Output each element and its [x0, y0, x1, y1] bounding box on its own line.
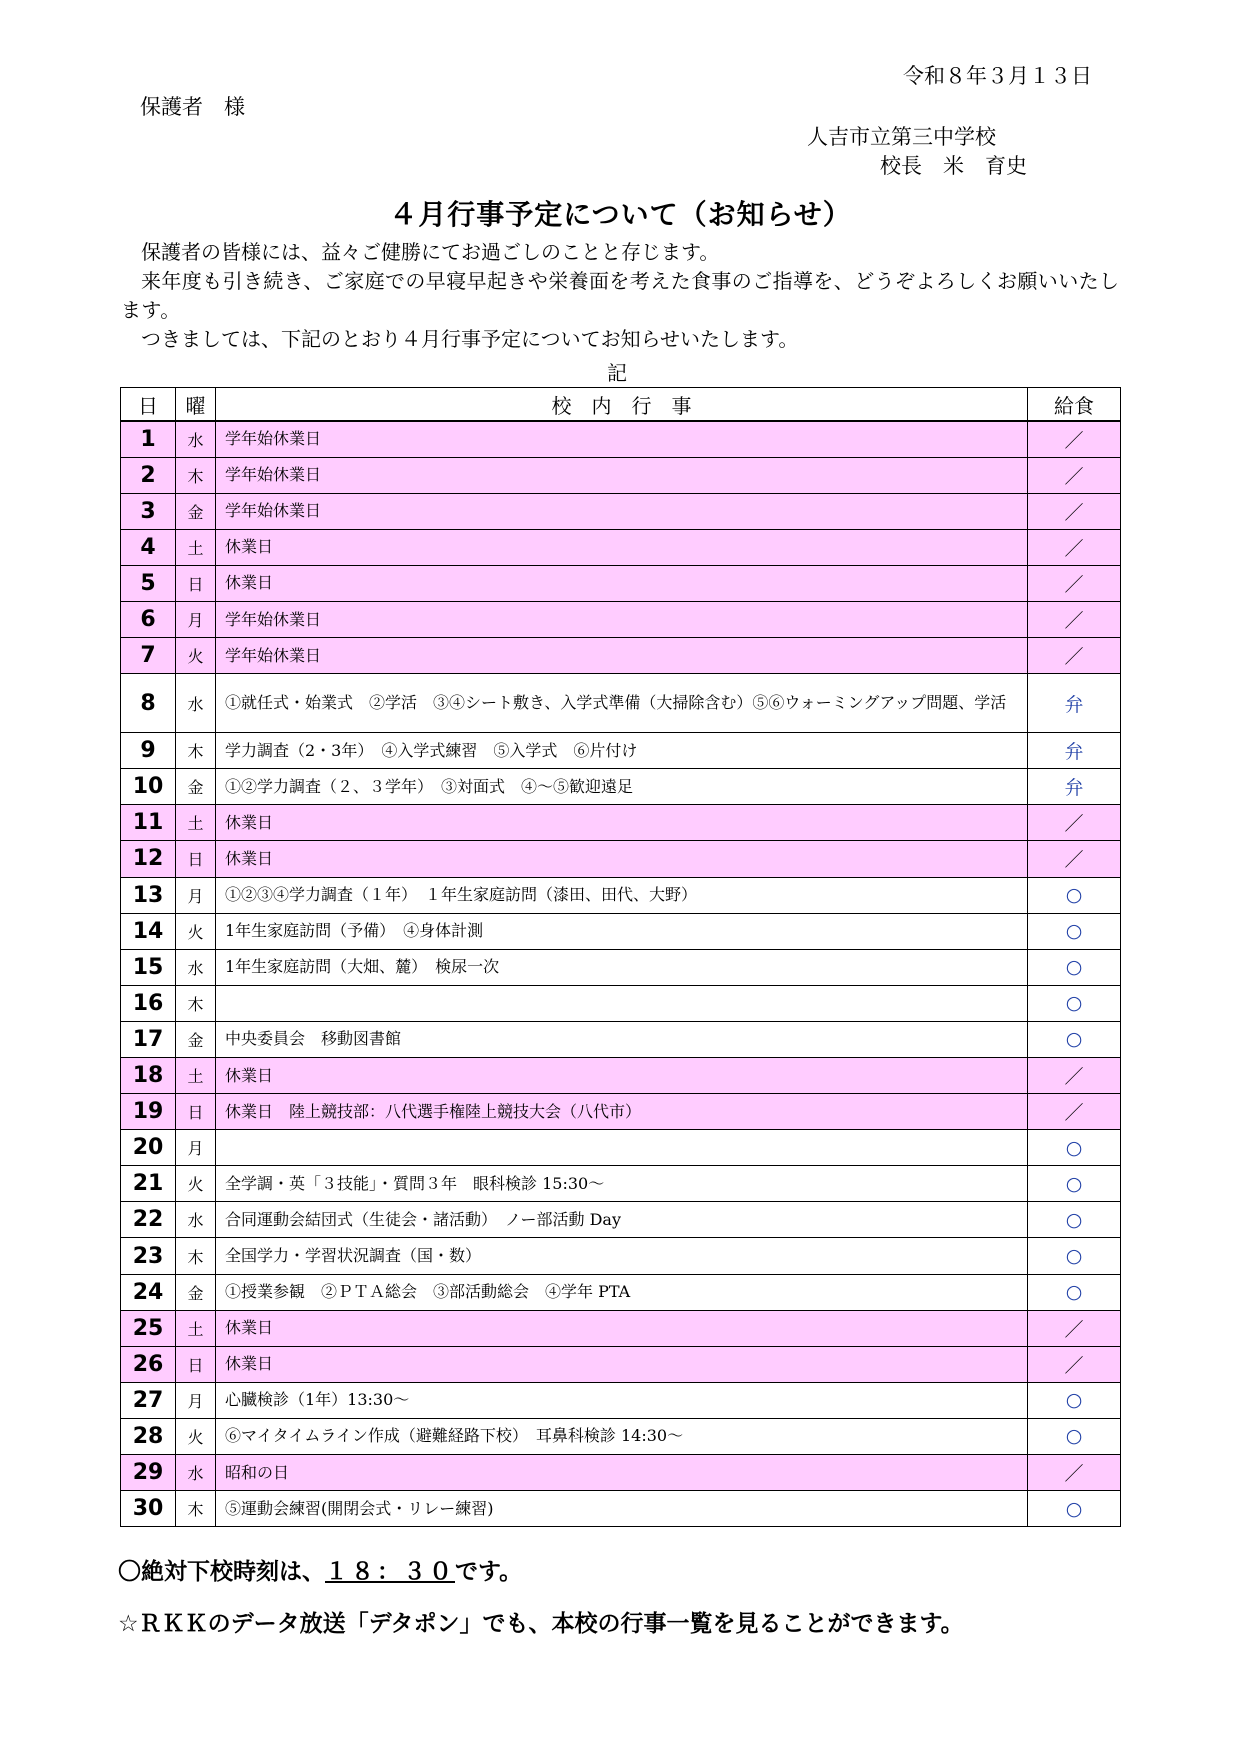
- table-row: [121, 841, 1121, 877]
- lunch-cell: 弁: [1028, 733, 1121, 769]
- greeting-paragraph: 保護者の皆様には、益々ご健勝にてお過ごしのことと存じます。: [141, 240, 720, 264]
- table-row: [121, 805, 1121, 841]
- event-cell: 心臓検診（1年）13:30～: [216, 1382, 1028, 1418]
- weekday-cell: 水: [176, 421, 216, 457]
- lunch-cell: ／: [1028, 1094, 1121, 1130]
- header-lunch: 給食: [1028, 388, 1121, 422]
- day-cell: 6: [121, 601, 176, 637]
- day-cell: 26: [121, 1346, 176, 1382]
- notice-paragraph: つきましては、下記のとおり４月行事予定についてお知らせいたします。: [141, 327, 799, 351]
- weekday-cell: 火: [176, 1418, 216, 1454]
- broadcast-note: ☆ＲＫＫのデータ放送「デタポン」でも、本校の行事一覧を見ることができます。: [118, 1611, 964, 1637]
- event-cell: 休業日: [216, 1346, 1028, 1382]
- table-row: [121, 985, 1121, 1021]
- ki-label: 記: [607, 361, 627, 385]
- weekday-cell: 水: [176, 1455, 216, 1491]
- table-header-row: [121, 388, 1121, 422]
- lunch-cell: ○: [1028, 1238, 1121, 1274]
- event-cell: ⑥マイタイムライン作成（避難経路下校） 耳鼻科検診 14:30～: [216, 1418, 1028, 1454]
- event-cell: 全国学力・学習状況調査（国・数）: [216, 1238, 1028, 1274]
- day-cell: 16: [121, 985, 176, 1021]
- lunch-cell: ／: [1028, 493, 1121, 529]
- header-day: 日: [121, 388, 176, 422]
- lunch-cell: ○: [1028, 877, 1121, 913]
- table-row: [121, 421, 1121, 457]
- weekday-cell: 火: [176, 913, 216, 949]
- weekday-cell: 月: [176, 1382, 216, 1418]
- table-row: [121, 1130, 1121, 1166]
- lunch-cell: ○: [1028, 1491, 1121, 1527]
- weekday-cell: 月: [176, 601, 216, 637]
- weekday-cell: 水: [176, 949, 216, 985]
- event-cell: 休業日: [216, 565, 1028, 601]
- lunch-cell: ／: [1028, 841, 1121, 877]
- lunch-cell: ／: [1028, 1058, 1121, 1094]
- lunch-cell: ／: [1028, 457, 1121, 493]
- day-cell: 21: [121, 1166, 176, 1202]
- lunch-cell: ○: [1028, 1021, 1121, 1057]
- lunch-cell: ／: [1028, 1346, 1121, 1382]
- event-cell: 休業日: [216, 1310, 1028, 1346]
- header-weekday: 曜: [176, 388, 216, 422]
- table-row: [121, 913, 1121, 949]
- day-cell: 1: [121, 421, 176, 457]
- event-cell: 学年始休業日: [216, 601, 1028, 637]
- lunch-cell: ／: [1028, 601, 1121, 637]
- event-cell: ①授業参観 ②ＰＴＡ総会 ③部活動総会 ④学年 PTA: [216, 1274, 1028, 1310]
- lunch-cell: ／: [1028, 638, 1121, 674]
- table-row: [121, 1491, 1121, 1527]
- table-row: [121, 674, 1121, 733]
- lunch-cell: ○: [1028, 1418, 1121, 1454]
- day-cell: 28: [121, 1418, 176, 1454]
- lunch-cell: ○: [1028, 1274, 1121, 1310]
- table-row: [121, 565, 1121, 601]
- weekday-cell: 土: [176, 1058, 216, 1094]
- dismissal-time: １８：３０: [325, 1559, 455, 1585]
- table-row: [121, 1382, 1121, 1418]
- dismissal-prefix: 〇絶対下校時刻は、: [118, 1559, 325, 1585]
- weekday-cell: 日: [176, 841, 216, 877]
- day-cell: 9: [121, 733, 176, 769]
- event-cell: 学力調査（2・3年） ④入学式練習 ⑤入学式 ⑥片付け: [216, 733, 1028, 769]
- lunch-cell: ／: [1028, 805, 1121, 841]
- weekday-cell: 木: [176, 733, 216, 769]
- day-cell: 23: [121, 1238, 176, 1274]
- weekday-cell: 土: [176, 1310, 216, 1346]
- recipient: 保護者 様: [140, 95, 245, 119]
- day-cell: 15: [121, 949, 176, 985]
- event-cell: ①②学力調査（２、３学年） ③対面式 ④～⑤歓迎遠足: [216, 769, 1028, 805]
- day-cell: 24: [121, 1274, 176, 1310]
- table-row: [121, 1094, 1121, 1130]
- request-paragraph: 来年度も引き続き、ご家庭での早寝早起きや栄養面を考えた食事のご指導を、どうぞよろしくお願いいたします。: [121, 269, 1120, 322]
- event-cell: 休業日: [216, 529, 1028, 565]
- event-cell: 昭和の日: [216, 1455, 1028, 1491]
- day-cell: 27: [121, 1382, 176, 1418]
- event-cell: 休業日: [216, 805, 1028, 841]
- weekday-cell: 金: [176, 493, 216, 529]
- table-row: [121, 601, 1121, 637]
- lunch-cell: ○: [1028, 913, 1121, 949]
- weekday-cell: 木: [176, 1238, 216, 1274]
- day-cell: 3: [121, 493, 176, 529]
- day-cell: 2: [121, 457, 176, 493]
- table-row: [121, 1166, 1121, 1202]
- table-row: [121, 1238, 1121, 1274]
- lunch-cell: ○: [1028, 1130, 1121, 1166]
- weekday-cell: 月: [176, 877, 216, 913]
- event-cell: 学年始休業日: [216, 493, 1028, 529]
- day-cell: 5: [121, 565, 176, 601]
- header-events: 校 内 行 事: [216, 388, 1028, 422]
- table-row: [121, 457, 1121, 493]
- weekday-cell: 火: [176, 1166, 216, 1202]
- lunch-cell: ／: [1028, 1310, 1121, 1346]
- table-row: [121, 769, 1121, 805]
- day-cell: 7: [121, 638, 176, 674]
- weekday-cell: 日: [176, 1346, 216, 1382]
- day-cell: 13: [121, 877, 176, 913]
- day-cell: 12: [121, 841, 176, 877]
- dismissal-suffix: です。: [455, 1559, 523, 1585]
- event-cell: 休業日 陸上競技部：八代選手権陸上競技大会（八代市）: [216, 1094, 1028, 1130]
- weekday-cell: 月: [176, 1130, 216, 1166]
- weekday-cell: 金: [176, 1021, 216, 1057]
- event-cell: 学年始休業日: [216, 421, 1028, 457]
- day-cell: 14: [121, 913, 176, 949]
- table-row: [121, 1346, 1121, 1382]
- day-cell: 18: [121, 1058, 176, 1094]
- weekday-cell: 木: [176, 985, 216, 1021]
- lunch-cell: 弁: [1028, 674, 1121, 733]
- weekday-cell: 土: [176, 805, 216, 841]
- event-cell: 学年始休業日: [216, 638, 1028, 674]
- weekday-cell: 土: [176, 529, 216, 565]
- document-date: 令和８年３月１３日: [903, 64, 1092, 88]
- lunch-cell: ○: [1028, 1382, 1121, 1418]
- lunch-cell: ／: [1028, 529, 1121, 565]
- lunch-cell: ／: [1028, 421, 1121, 457]
- day-cell: 29: [121, 1455, 176, 1491]
- table-row: [121, 1310, 1121, 1346]
- day-cell: 30: [121, 1491, 176, 1527]
- table-row: [121, 1058, 1121, 1094]
- day-cell: 25: [121, 1310, 176, 1346]
- schedule-table: [120, 387, 1121, 1527]
- weekday-cell: 木: [176, 1491, 216, 1527]
- table-row: [121, 1021, 1121, 1057]
- table-row: [121, 1202, 1121, 1238]
- table-row: [121, 1455, 1121, 1491]
- event-cell: 中央委員会 移動図書館: [216, 1021, 1028, 1057]
- table-row: [121, 493, 1121, 529]
- day-cell: 17: [121, 1021, 176, 1057]
- day-cell: 11: [121, 805, 176, 841]
- table-row: [121, 1274, 1121, 1310]
- weekday-cell: 木: [176, 457, 216, 493]
- dismissal-note: [118, 1553, 522, 1586]
- event-cell: 1年生家庭訪問（予備） ④身体計測: [216, 913, 1028, 949]
- event-cell: 全学調・英「３技能」・質問３年 眼科検診 15:30～: [216, 1166, 1028, 1202]
- weekday-cell: 火: [176, 638, 216, 674]
- day-cell: 4: [121, 529, 176, 565]
- event-cell: 1年生家庭訪問（大畑、麓） 検尿一次: [216, 949, 1028, 985]
- table-row: [121, 1418, 1121, 1454]
- table-row: [121, 733, 1121, 769]
- event-cell: ①②③④学力調査（１年） １年生家庭訪問（漆田、田代、大野）: [216, 877, 1028, 913]
- lunch-cell: ○: [1028, 1202, 1121, 1238]
- table-row: [121, 529, 1121, 565]
- day-cell: 10: [121, 769, 176, 805]
- day-cell: 22: [121, 1202, 176, 1238]
- weekday-cell: 日: [176, 565, 216, 601]
- lunch-cell: ○: [1028, 949, 1121, 985]
- weekday-cell: 金: [176, 1274, 216, 1310]
- page-title: ４月行事予定について（お知らせ）: [389, 198, 852, 231]
- event-cell: 学年始休業日: [216, 457, 1028, 493]
- lunch-cell: ○: [1028, 985, 1121, 1021]
- schedule-body: [121, 421, 1121, 1527]
- lunch-cell: ○: [1028, 1166, 1121, 1202]
- weekday-cell: 日: [176, 1094, 216, 1130]
- day-cell: 20: [121, 1130, 176, 1166]
- table-row: [121, 877, 1121, 913]
- school-name: 人吉市立第三中学校: [807, 125, 996, 149]
- weekday-cell: 水: [176, 674, 216, 733]
- weekday-cell: 水: [176, 1202, 216, 1238]
- lunch-cell: ／: [1028, 1455, 1121, 1491]
- event-cell: [216, 1130, 1028, 1166]
- event-cell: [216, 985, 1028, 1021]
- day-cell: 8: [121, 674, 176, 733]
- lunch-cell: ／: [1028, 565, 1121, 601]
- event-cell: 休業日: [216, 841, 1028, 877]
- event-cell: ⑤運動会練習(開閉会式・リレー練習): [216, 1491, 1028, 1527]
- weekday-cell: 金: [176, 769, 216, 805]
- event-cell: 合同運動会結団式（生徒会・諸活動） ノー部活動 Day: [216, 1202, 1028, 1238]
- event-cell: 休業日: [216, 1058, 1028, 1094]
- principal-name: 校長 米 育史: [880, 154, 1027, 178]
- day-cell: 19: [121, 1094, 176, 1130]
- lunch-cell: 弁: [1028, 769, 1121, 805]
- table-row: [121, 949, 1121, 985]
- table-row: [121, 638, 1121, 674]
- event-cell: ①就任式・始業式 ②学活 ③④シート敷き、入学式準備（大掃除含む）⑤⑥ウォーミングアップ問題、学活: [216, 674, 1028, 733]
